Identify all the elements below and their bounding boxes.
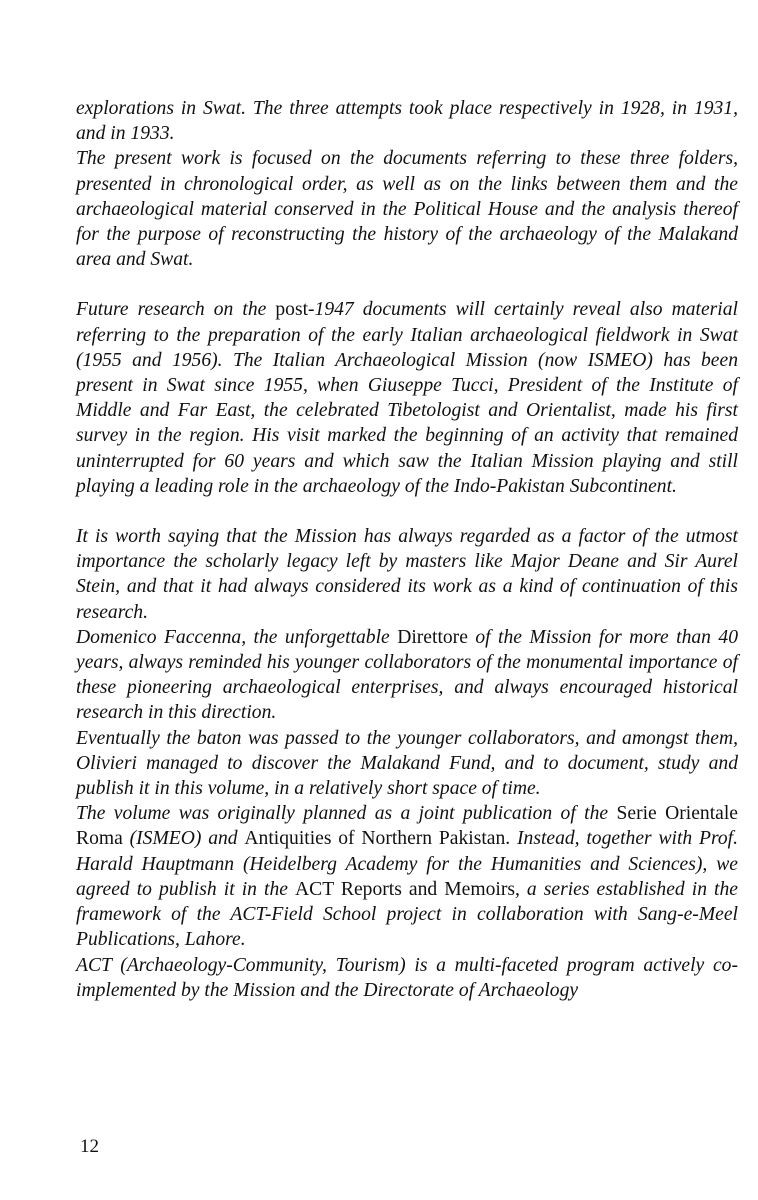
italic-text-segment: Domenico Faccenna, the unforgettable bbox=[76, 626, 398, 648]
paragraph bbox=[76, 96, 738, 146]
body-text bbox=[76, 96, 738, 1003]
page-number: 12 bbox=[80, 1136, 99, 1157]
paragraph bbox=[76, 524, 738, 625]
paragraph bbox=[76, 297, 738, 499]
paragraph bbox=[76, 801, 738, 952]
upright-text-segment: Direttore bbox=[397, 626, 468, 648]
paragraph bbox=[76, 625, 738, 726]
italic-text-segment: Eventually the baton was passed to the younger collaborators, and amongst them, Olivieri managed to discover the Malakand Fund, and to document, study and publish it in this volume, in a relatively short space of time. bbox=[76, 727, 738, 800]
italic-text-segment: , a series established in the framework of the ACT-Field School project in collaboration with Sang-e-Meel Publications, Lahore. bbox=[76, 878, 738, 951]
paragraph bbox=[76, 146, 738, 272]
upright-text-segment: Antiquities of Northern Pakistan. bbox=[244, 828, 511, 850]
italic-text-segment: (ISMEO) and bbox=[122, 828, 245, 850]
italic-text-segment: Instead, together with Prof. Harald Hauptmann (Heidelberg Academy for the Humanities and Sciences), we agreed to publish it in the bbox=[76, 828, 739, 900]
upright-text-segment: ACT Reports and Memoirs bbox=[295, 878, 515, 900]
upright-text-segment: Serie Orientale Roma bbox=[76, 803, 738, 850]
italic-text-segment: explorations in Swat. The three attempts took place respectively in 1928, in 1931, and in 1933. bbox=[76, 98, 738, 145]
italic-text-segment: Future research on the bbox=[76, 299, 276, 321]
italic-text-segment: 1947 documents will certainly reveal also material referring to the preparation of the early Italian archaeological fieldwork in Swat (1955 and 1956). The Italian Archaeological Mission (now ISMEO) has been present in Swat since 1955, when Giuseppe Tucci, President of the Institute of Middle and Far East, the celebrated Tibetologist and Orientalist, made his first survey in the region. His visit marked the beginning of an activity that remained uninterrupted for 60 years and which saw the Italian Mission playing and still playing a leading role in the archaeology of the Indo-Pakistan Subcontinent. bbox=[76, 299, 738, 497]
paragraph bbox=[76, 953, 738, 1003]
italic-text-segment: The present work is focused on the documents referring to these three folders, presented in chronological order, as well as on the links between them and the archaeological material conserved in the Political House and the analysis thereof for the purpose of reconstructing the history of the archaeology of the Malakand area and Swat. bbox=[76, 148, 738, 271]
italic-text-segment: The volume was originally planned as a joint publication of the bbox=[76, 803, 617, 825]
italic-text-segment: of the Mission for more than 40 years, always reminded his younger collaborators of the monumental importance of these pioneering archaeological enterprises, and always encouraged historical research in this direction. bbox=[76, 626, 738, 724]
italic-text-segment: It is worth saying that the Mission has always regarded as a factor of the utmost importance the scholarly legacy left by masters like Major Deane and Sir Aurel Stein, and that it had always considered its work as a kind of continuation of this research. bbox=[76, 526, 738, 623]
italic-text-segment: ACT (Archaeology-Community, Tourism) is a multi-faceted program actively co-implemented by the Mission and the Directorate of Archaeology bbox=[76, 954, 738, 1001]
upright-text-segment: post- bbox=[275, 299, 315, 321]
paragraph bbox=[76, 726, 738, 802]
